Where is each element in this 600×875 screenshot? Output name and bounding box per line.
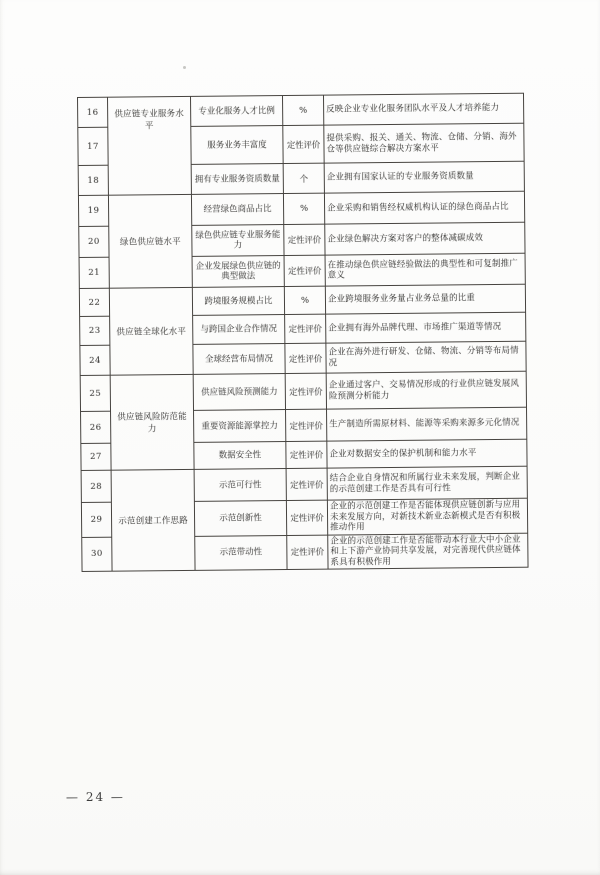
cell-description-17: 提供采购、报关、通关、物流、仓储、分销、海外仓等供应链综合解决方案水平 bbox=[324, 123, 524, 163]
cell-measure-29: 定性评价 bbox=[286, 500, 327, 535]
cell-description-18: 企业拥有国家认证的专业服务资质数量 bbox=[324, 161, 524, 193]
cell-no-23: 23 bbox=[80, 316, 110, 345]
cell-indicator-26: 重要资源能源掌控力 bbox=[194, 410, 286, 443]
cell-category-25: 供应链风险防范能力 bbox=[110, 374, 194, 470]
cell-indicator-20: 绿色供应链专业服务能力 bbox=[192, 225, 284, 257]
cell-measure-20: 定性评价 bbox=[284, 224, 325, 255]
cell-no-25: 25 bbox=[80, 375, 110, 411]
table-scan-area bbox=[77, 93, 528, 572]
cell-category-16: 供应链专业服务水平 bbox=[108, 96, 192, 195]
cell-no-26: 26 bbox=[81, 411, 111, 443]
cell-measure-17: 定性评价 bbox=[283, 125, 324, 163]
cell-indicator-25: 供应链风险预测能力 bbox=[193, 374, 285, 411]
cell-indicator-21: 企业发展绿色供应链的典型做法 bbox=[192, 256, 284, 288]
cell-measure-26: 定性评价 bbox=[286, 409, 327, 441]
cell-indicator-17: 服务业务丰富度 bbox=[191, 126, 283, 165]
cell-description-30: 企业的示范创建工作是否能带动本行业大中小企业和上下游产业协同共享发展，对完善现代供应链体系具有积极作用 bbox=[328, 533, 528, 569]
cell-no-24: 24 bbox=[80, 345, 110, 375]
table-row-19 bbox=[78, 191, 524, 226]
cell-indicator-30: 示范带动性 bbox=[195, 535, 287, 570]
cell-indicator-24: 全球经营布局情况 bbox=[193, 344, 285, 375]
cell-measure-16: % bbox=[282, 95, 323, 125]
cell-no-17: 17 bbox=[78, 127, 108, 165]
cell-no-19: 19 bbox=[78, 195, 108, 226]
cell-category-22: 供应链全球化水平 bbox=[109, 287, 193, 375]
cell-description-23: 企业拥有海外品牌代理、市场推广渠道等情况 bbox=[326, 312, 526, 343]
cell-no-22: 22 bbox=[79, 288, 109, 316]
cell-indicator-23: 与跨国企业合作情况 bbox=[193, 315, 285, 345]
cell-measure-22: % bbox=[284, 286, 325, 314]
cell-measure-23: 定性评价 bbox=[285, 314, 326, 343]
cell-measure-21: 定性评价 bbox=[284, 255, 325, 286]
cell-indicator-19: 经营绿色商品占比 bbox=[191, 194, 283, 226]
cell-description-25: 企业通过客户、交易情况形成的行业供应链发展风险预测分析能力 bbox=[326, 371, 526, 409]
table-row-16 bbox=[78, 93, 524, 127]
cell-indicator-22: 跨境服务规模占比 bbox=[192, 287, 284, 316]
cell-description-20: 企业绿色解决方案对客户的整体减碳成效 bbox=[325, 222, 525, 255]
cell-description-21: 在推动绿色供应链经验做法的典型性和可复制推广意义 bbox=[325, 253, 525, 286]
cell-measure-28: 定性评价 bbox=[286, 468, 327, 500]
cell-no-16: 16 bbox=[78, 97, 108, 127]
scan-speck bbox=[183, 66, 186, 69]
cell-no-27: 27 bbox=[81, 443, 111, 470]
cell-description-27: 企业对数据安全的保护机制和能力水平 bbox=[327, 439, 527, 468]
cell-indicator-27: 数据安全性 bbox=[194, 442, 286, 470]
table-row-25 bbox=[80, 371, 526, 411]
cell-no-28: 28 bbox=[81, 470, 111, 502]
cell-indicator-16: 专业化服务人才比例 bbox=[190, 96, 282, 127]
cell-no-21: 21 bbox=[79, 257, 109, 288]
cell-description-24: 企业在海外进行研发、仓储、物流、分销等布局情况 bbox=[326, 341, 526, 373]
cell-description-28: 结合企业自身情况和所属行业未来发展，判断企业的示范创建工作是否具有可行性 bbox=[327, 466, 527, 500]
cell-description-22: 企业跨境服务业务量占业务总量的比重 bbox=[325, 284, 525, 314]
cell-indicator-28: 示范可行性 bbox=[194, 469, 286, 502]
cell-measure-25: 定性评价 bbox=[285, 373, 326, 409]
cell-no-29: 29 bbox=[81, 502, 111, 537]
cell-description-19: 企业采购和销售经权威机构认证的绿色商品占比 bbox=[324, 191, 524, 224]
cell-indicator-18: 拥有专业服务资质数量 bbox=[191, 164, 283, 195]
cell-description-16: 反映企业专业化服务团队水平及人才培养能力 bbox=[323, 93, 523, 125]
cell-description-29: 企业的示范创建工作是否能体现供应链创新与应用未来发展方向，对新技术新业态新模式是否有积极推动作用 bbox=[327, 498, 527, 534]
cell-category-19: 绿色供应链水平 bbox=[108, 194, 192, 288]
cell-no-30: 30 bbox=[82, 537, 112, 572]
cell-category-28: 示范创建工作思路 bbox=[111, 469, 195, 571]
table-row-28 bbox=[81, 466, 527, 502]
cell-measure-27: 定性评价 bbox=[286, 441, 327, 468]
cell-no-20: 20 bbox=[79, 226, 109, 257]
cell-measure-18: 个 bbox=[283, 163, 324, 193]
page-number: — 24 — bbox=[65, 789, 125, 805]
cell-measure-30: 定性评价 bbox=[287, 535, 328, 570]
cell-measure-24: 定性评价 bbox=[285, 343, 326, 373]
cell-no-18: 18 bbox=[78, 165, 108, 195]
cell-description-26: 生产制造所需原材料、能源等采购来源多元化情况 bbox=[327, 407, 527, 441]
cell-indicator-29: 示范创新性 bbox=[194, 501, 286, 536]
cell-measure-19: % bbox=[283, 193, 324, 224]
table-row-22 bbox=[79, 284, 525, 316]
indicator-table bbox=[77, 93, 529, 572]
indicator-table-body bbox=[78, 93, 529, 571]
